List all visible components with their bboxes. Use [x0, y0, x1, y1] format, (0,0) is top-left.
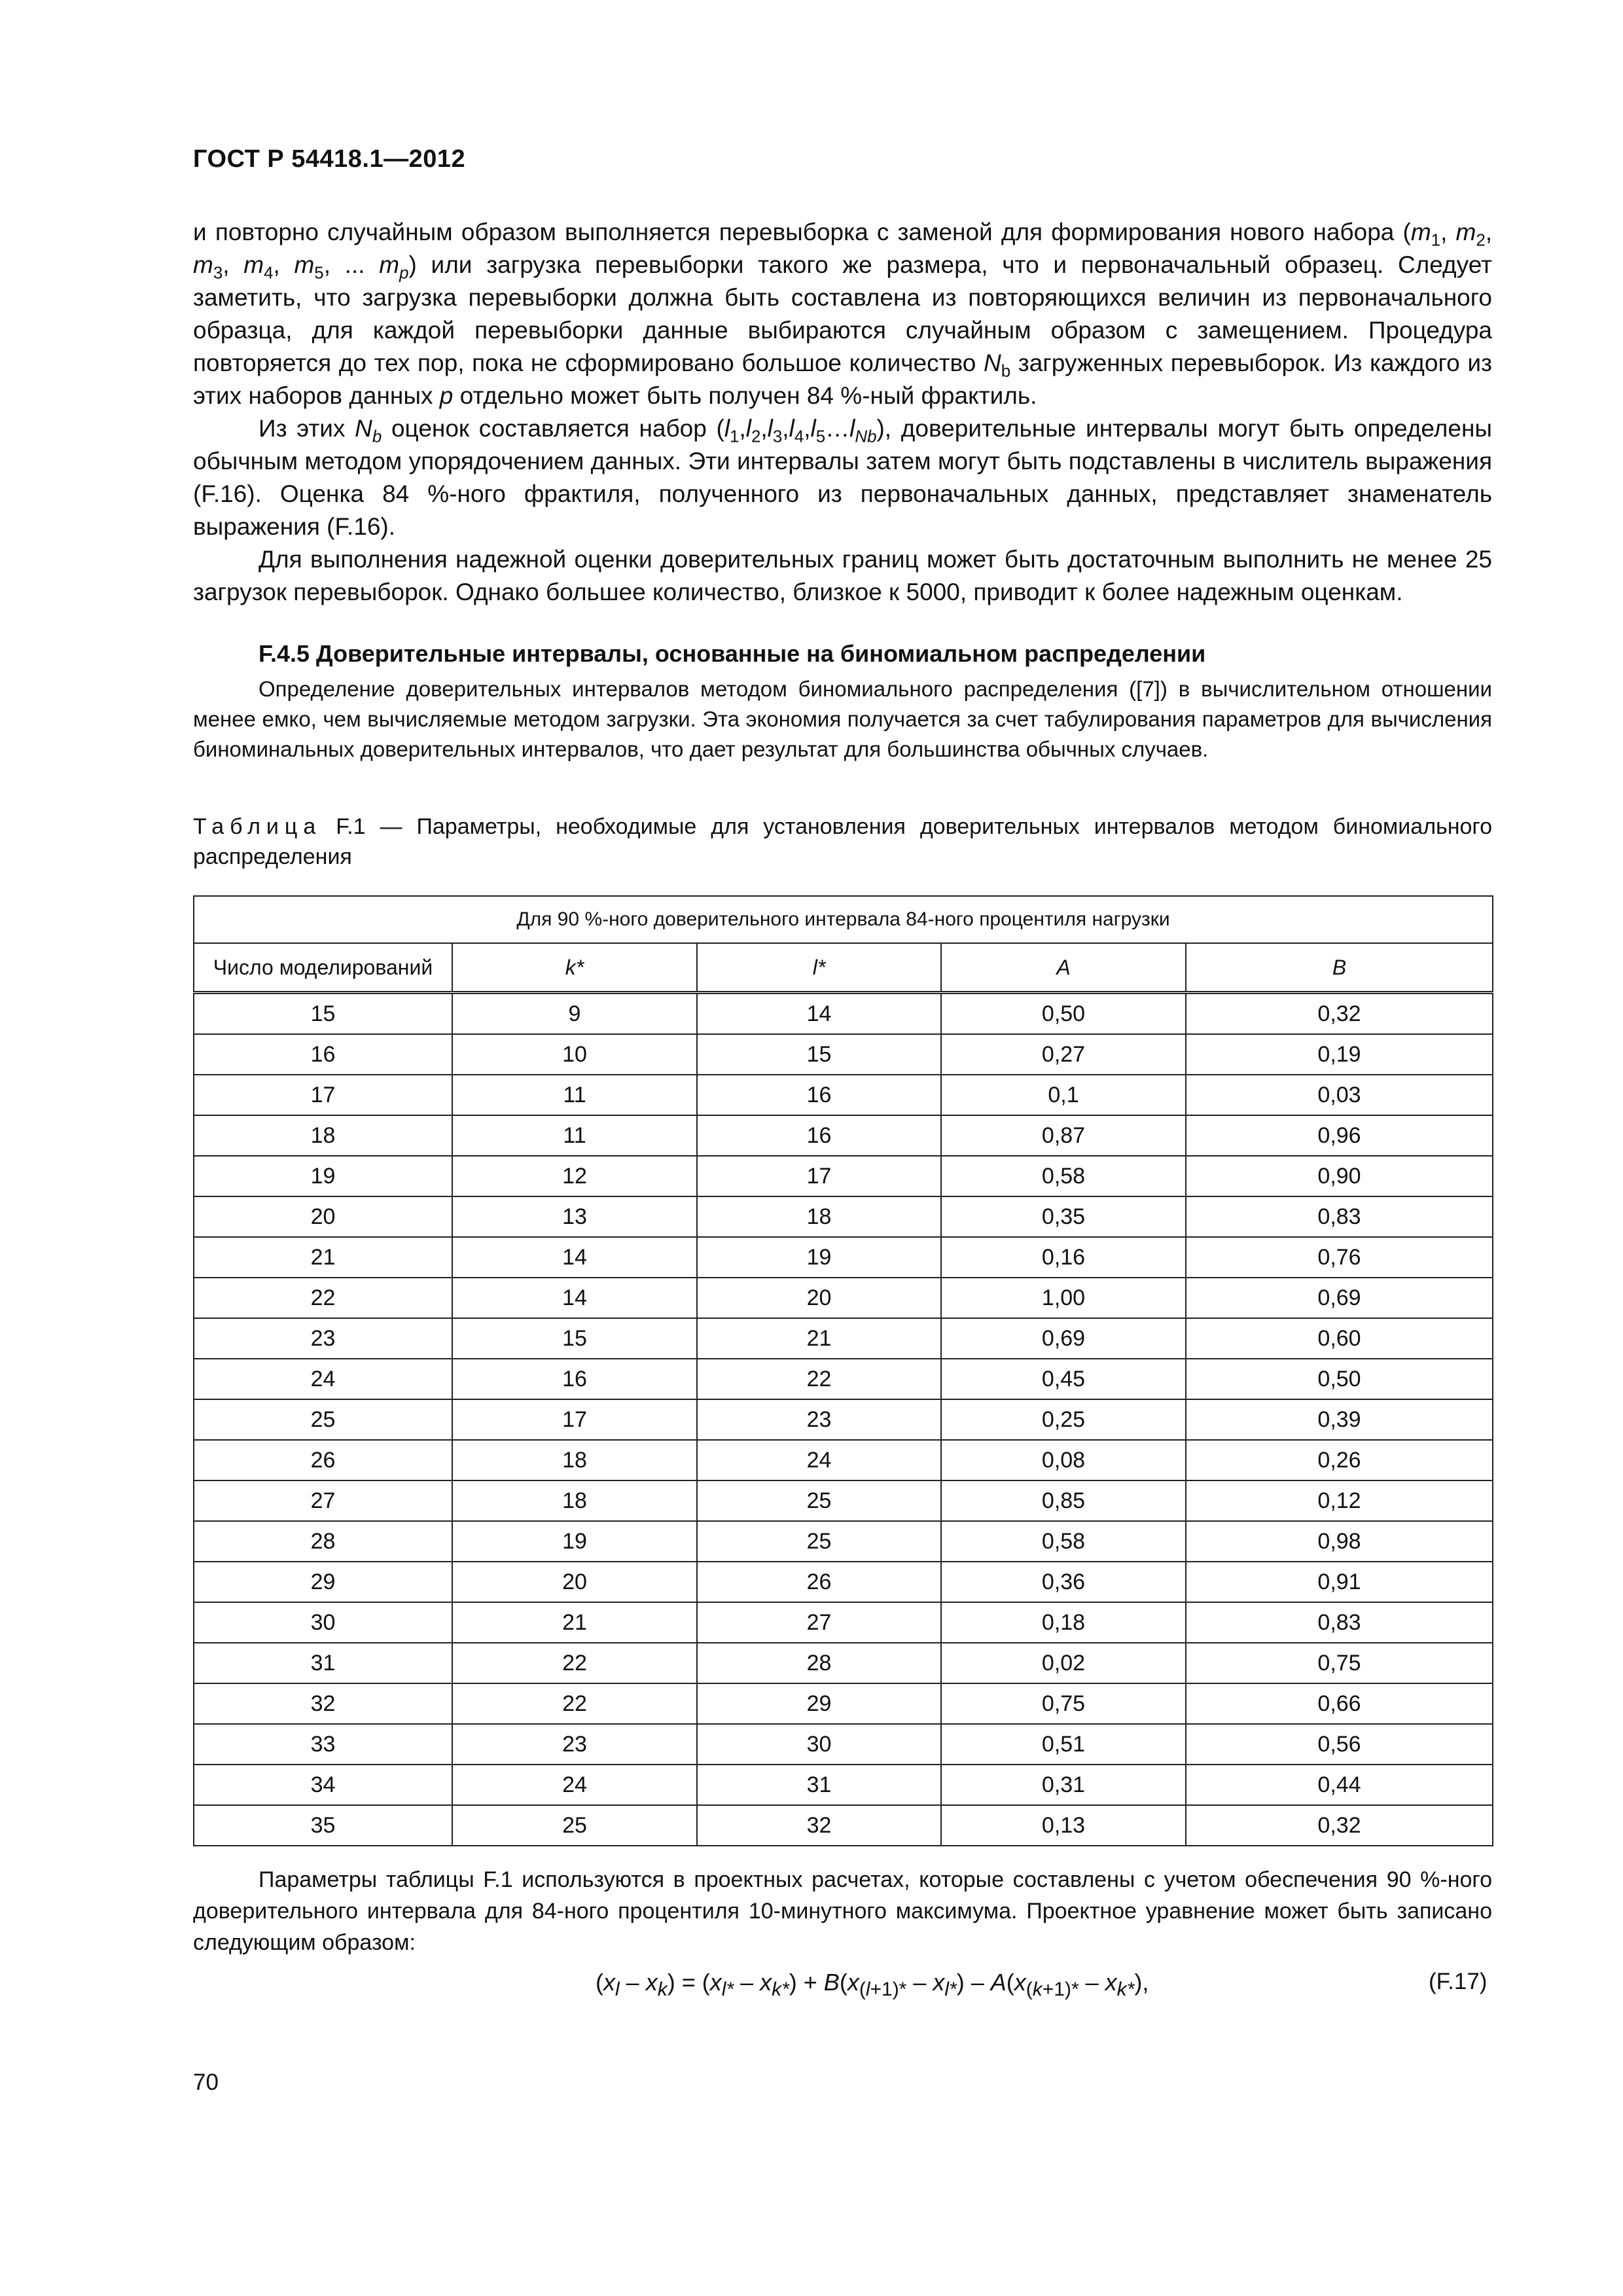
table-cell: 0,75 [941, 1683, 1186, 1724]
table-cell: 20 [697, 1278, 941, 1318]
table-cell: 13 [452, 1196, 697, 1237]
table-row [194, 1399, 1493, 1440]
table-cell: 0,1 [941, 1075, 1186, 1115]
table-cell: 29 [194, 1562, 452, 1602]
table-cell: 31 [697, 1765, 941, 1805]
table-cell: 0,69 [941, 1318, 1186, 1359]
table-row [194, 1521, 1493, 1562]
table-cell: 23 [697, 1399, 941, 1440]
col-header-l: l* [697, 943, 941, 993]
table-cell: 0,45 [941, 1359, 1186, 1399]
paragraph-binomial: Определение доверительных интервалов методом биномиального распределения ([7]) в вычислительном отношении менее емко, чем вычисляемые методом загрузки. Эта экономия получается за счет табулирования параметров для вычисления биноминальных доверительных интервалов, что дает результат для большинства обычных случаев. [193, 677, 1492, 761]
paragraph-reliability: Для выполнения надежной оценки доверительных границ может быть достаточным выполнить не менее 25 загрузок перевыборок. Однако большее количество, близкое к 5000, приводит к более надежным оценкам. [193, 546, 1492, 605]
table-cell: 0,02 [941, 1643, 1186, 1683]
table-cell: 17 [452, 1399, 697, 1440]
table-cell: 22 [697, 1359, 941, 1399]
table-cell: 32 [194, 1683, 452, 1724]
table-caption-text: F.1 — Параметры, необходимые для установления доверительных интервалов методом биномиального распределения [193, 814, 1492, 869]
table-cell: 0,50 [1186, 1359, 1493, 1399]
table-cell: 15 [452, 1318, 697, 1359]
table-cell: 19 [452, 1521, 697, 1562]
table-title: Для 90 %-ного доверительного интервала 84-ного процентиля нагрузки [194, 896, 1493, 943]
table-row [194, 1643, 1493, 1683]
table-cell: 23 [452, 1724, 697, 1765]
paragraph-resampling: и повторно случайным образом выполняется перевыборка с заменой для формирования нового набора ($m_1$, $m_2$, $m_3$, $m_4$, $m_5$, ... $m_p$) или загрузка перевыборки такого же размера, что и первоначальный образец. Следует заметить, что загрузка перевыборки должна быть составлена из повторяющихся величин из первоначального образца, для каждой перевыборки данные выбираются случайным образом с замещением. Процедура повторяется до тех пор, пока не сформировано большое количество $N_b$ загруженных перевыборок. Из каждого из этих наборов данных p отдельно может быть получен 84 %-ный фрактиль. [193, 219, 1493, 409]
table-caption-label: Таблица [193, 814, 322, 839]
table-row [194, 1805, 1493, 1846]
table-cell: 0,32 [1186, 993, 1493, 1035]
page-number: 70 [193, 2070, 219, 2095]
parameters-table [193, 895, 1493, 1846]
table-cell: 12 [452, 1156, 697, 1196]
table-row [194, 1359, 1493, 1399]
table-row [194, 1480, 1493, 1521]
table-cell: 0,44 [1186, 1765, 1493, 1805]
table-row [194, 1115, 1493, 1156]
paragraph-design-equation: Параметры таблицы F.1 используются в проектных расчетах, которые составлены с учетом обеспечения 90 %-ного доверительного интервала для 84-ного процентиля 10-минутного максимума. Проектное уравнение может быть записано следующим образом: [193, 1867, 1492, 1955]
table-cell: 0,83 [1186, 1196, 1493, 1237]
table-cell: 0,96 [1186, 1115, 1493, 1156]
table-cell: 33 [194, 1724, 452, 1765]
table-cell: 0,56 [1186, 1724, 1493, 1765]
table-caption [193, 812, 1492, 872]
table-cell: 11 [452, 1075, 697, 1115]
table-cell: 20 [452, 1562, 697, 1602]
table-cell: 16 [452, 1359, 697, 1399]
table-cell: 16 [194, 1034, 452, 1075]
table-cell: 18 [697, 1196, 941, 1237]
table-cell: 34 [194, 1765, 452, 1805]
table-cell: 0,50 [941, 993, 1186, 1035]
table-cell: 0,98 [1186, 1521, 1493, 1562]
equation-f17: $(x_l - x_k) = (x_{l*} - x_{k*}) + B(x_{(l+1)*} - x_{l*}) - A(x_{(k+1)*} - x_{k*})$, [596, 1969, 1149, 2001]
table-cell: 22 [452, 1683, 697, 1724]
table-cell: 14 [452, 1278, 697, 1318]
table-cell: 0,36 [941, 1562, 1186, 1602]
table-cell: 20 [194, 1196, 452, 1237]
table-cell: 28 [697, 1643, 941, 1683]
table-row [194, 1237, 1493, 1278]
table-cell: 0,19 [1186, 1034, 1493, 1075]
col-header-k: k* [452, 943, 697, 993]
table-cell: 14 [452, 1237, 697, 1278]
table-row [194, 1156, 1493, 1196]
table-cell: 27 [697, 1602, 941, 1643]
table-cell: 15 [194, 993, 452, 1035]
table-cell: 31 [194, 1643, 452, 1683]
table-cell: 0,76 [1186, 1237, 1493, 1278]
table-row [194, 1278, 1493, 1318]
table-cell: 0,27 [941, 1034, 1186, 1075]
col-header-a: A [941, 943, 1186, 993]
table-row [194, 1562, 1493, 1602]
table-cell: 18 [452, 1440, 697, 1480]
table-cell: 0,26 [1186, 1440, 1493, 1480]
table-cell: 21 [697, 1318, 941, 1359]
table-cell: 35 [194, 1805, 452, 1846]
table-row [194, 1765, 1493, 1805]
table-cell: 0,75 [1186, 1643, 1493, 1683]
table-cell: 19 [194, 1156, 452, 1196]
table-cell: 24 [194, 1359, 452, 1399]
table-cell: 24 [452, 1765, 697, 1805]
table-cell: 14 [697, 993, 941, 1035]
table-cell: 32 [697, 1805, 941, 1846]
table-cell: 11 [452, 1115, 697, 1156]
table-cell: 22 [452, 1643, 697, 1683]
table-cell: 21 [452, 1602, 697, 1643]
table-cell: 0,83 [1186, 1602, 1493, 1643]
table-cell: 26 [194, 1440, 452, 1480]
table-cell: 0,13 [941, 1805, 1186, 1846]
table-cell: 0,12 [1186, 1480, 1493, 1521]
table-cell: 30 [194, 1602, 452, 1643]
table-cell: 28 [194, 1521, 452, 1562]
col-header-b: B [1186, 943, 1493, 993]
table-cell: 25 [697, 1521, 941, 1562]
table-body [194, 993, 1493, 1846]
equation-number: (F.17) [1429, 1969, 1488, 1994]
table-cell: 25 [697, 1480, 941, 1521]
table-cell: 0,91 [1186, 1562, 1493, 1602]
table-cell: 0,39 [1186, 1399, 1493, 1440]
table-cell: 29 [697, 1683, 941, 1724]
table-cell: 0,87 [941, 1115, 1186, 1156]
section-heading: F.4.5 Доверительные интервалы, основанные на биномиальном распределении [259, 640, 1206, 667]
table-cell: 0,69 [1186, 1278, 1493, 1318]
table-cell: 19 [697, 1237, 941, 1278]
table-cell: 22 [194, 1278, 452, 1318]
table-cell: 23 [194, 1318, 452, 1359]
table-cell: 9 [452, 993, 697, 1035]
table-cell: 0,90 [1186, 1156, 1493, 1196]
table-cell: 25 [452, 1805, 697, 1846]
table-row [194, 1440, 1493, 1480]
table-cell: 0,58 [941, 1156, 1186, 1196]
col-header-simulations: Число моделирований [194, 943, 452, 993]
table-row [194, 1196, 1493, 1237]
table-cell: 17 [194, 1075, 452, 1115]
table-cell: 17 [697, 1156, 941, 1196]
table-cell: 15 [697, 1034, 941, 1075]
table-row [194, 1075, 1493, 1115]
document-header: ГОСТ Р 54418.1—2012 [193, 145, 466, 173]
table-cell: 24 [697, 1440, 941, 1480]
table-cell: 0,31 [941, 1765, 1186, 1805]
table-cell: 0,32 [1186, 1805, 1493, 1846]
table-cell: 18 [194, 1115, 452, 1156]
table-cell: 25 [194, 1399, 452, 1440]
table-cell: 0,03 [1186, 1075, 1493, 1115]
table-cell: 0,60 [1186, 1318, 1493, 1359]
table-cell: 0,25 [941, 1399, 1186, 1440]
table-cell: 16 [697, 1075, 941, 1115]
table-cell: 10 [452, 1034, 697, 1075]
table-cell: 0,66 [1186, 1683, 1493, 1724]
table-row [194, 1724, 1493, 1765]
table-cell: 0,08 [941, 1440, 1186, 1480]
table-row [194, 1034, 1493, 1075]
table-cell: 0,35 [941, 1196, 1186, 1237]
paragraph-estimates: Из этих $N_b$ оценок составляется набор $(l_1,l_2,l_3,l_4,l_5\dots l_{Nb})$, доверительные интервалы могут быть определены обычным методом упорядочением данных. Эти интервалы затем могут быть подставлены в числитель выражения (F.16). Оценка 84 %-ного фрактиля, полученного из первоначальных данных, представляет знаменатель выражения (F.16). [193, 415, 1492, 540]
table-cell: 0,16 [941, 1237, 1186, 1278]
table-cell: 0,51 [941, 1724, 1186, 1765]
table-cell: 0,58 [941, 1521, 1186, 1562]
table-cell: 18 [452, 1480, 697, 1521]
table-cell: 30 [697, 1724, 941, 1765]
table-cell: 27 [194, 1480, 452, 1521]
table-row [194, 1683, 1493, 1724]
table-cell: 1,00 [941, 1278, 1186, 1318]
table-cell: 0,18 [941, 1602, 1186, 1643]
table-row [194, 993, 1493, 1035]
table-cell: 0,85 [941, 1480, 1186, 1521]
table-row [194, 1602, 1493, 1643]
table-row [194, 1318, 1493, 1359]
table-cell: 16 [697, 1115, 941, 1156]
table-cell: 21 [194, 1237, 452, 1278]
table-cell: 26 [697, 1562, 941, 1602]
